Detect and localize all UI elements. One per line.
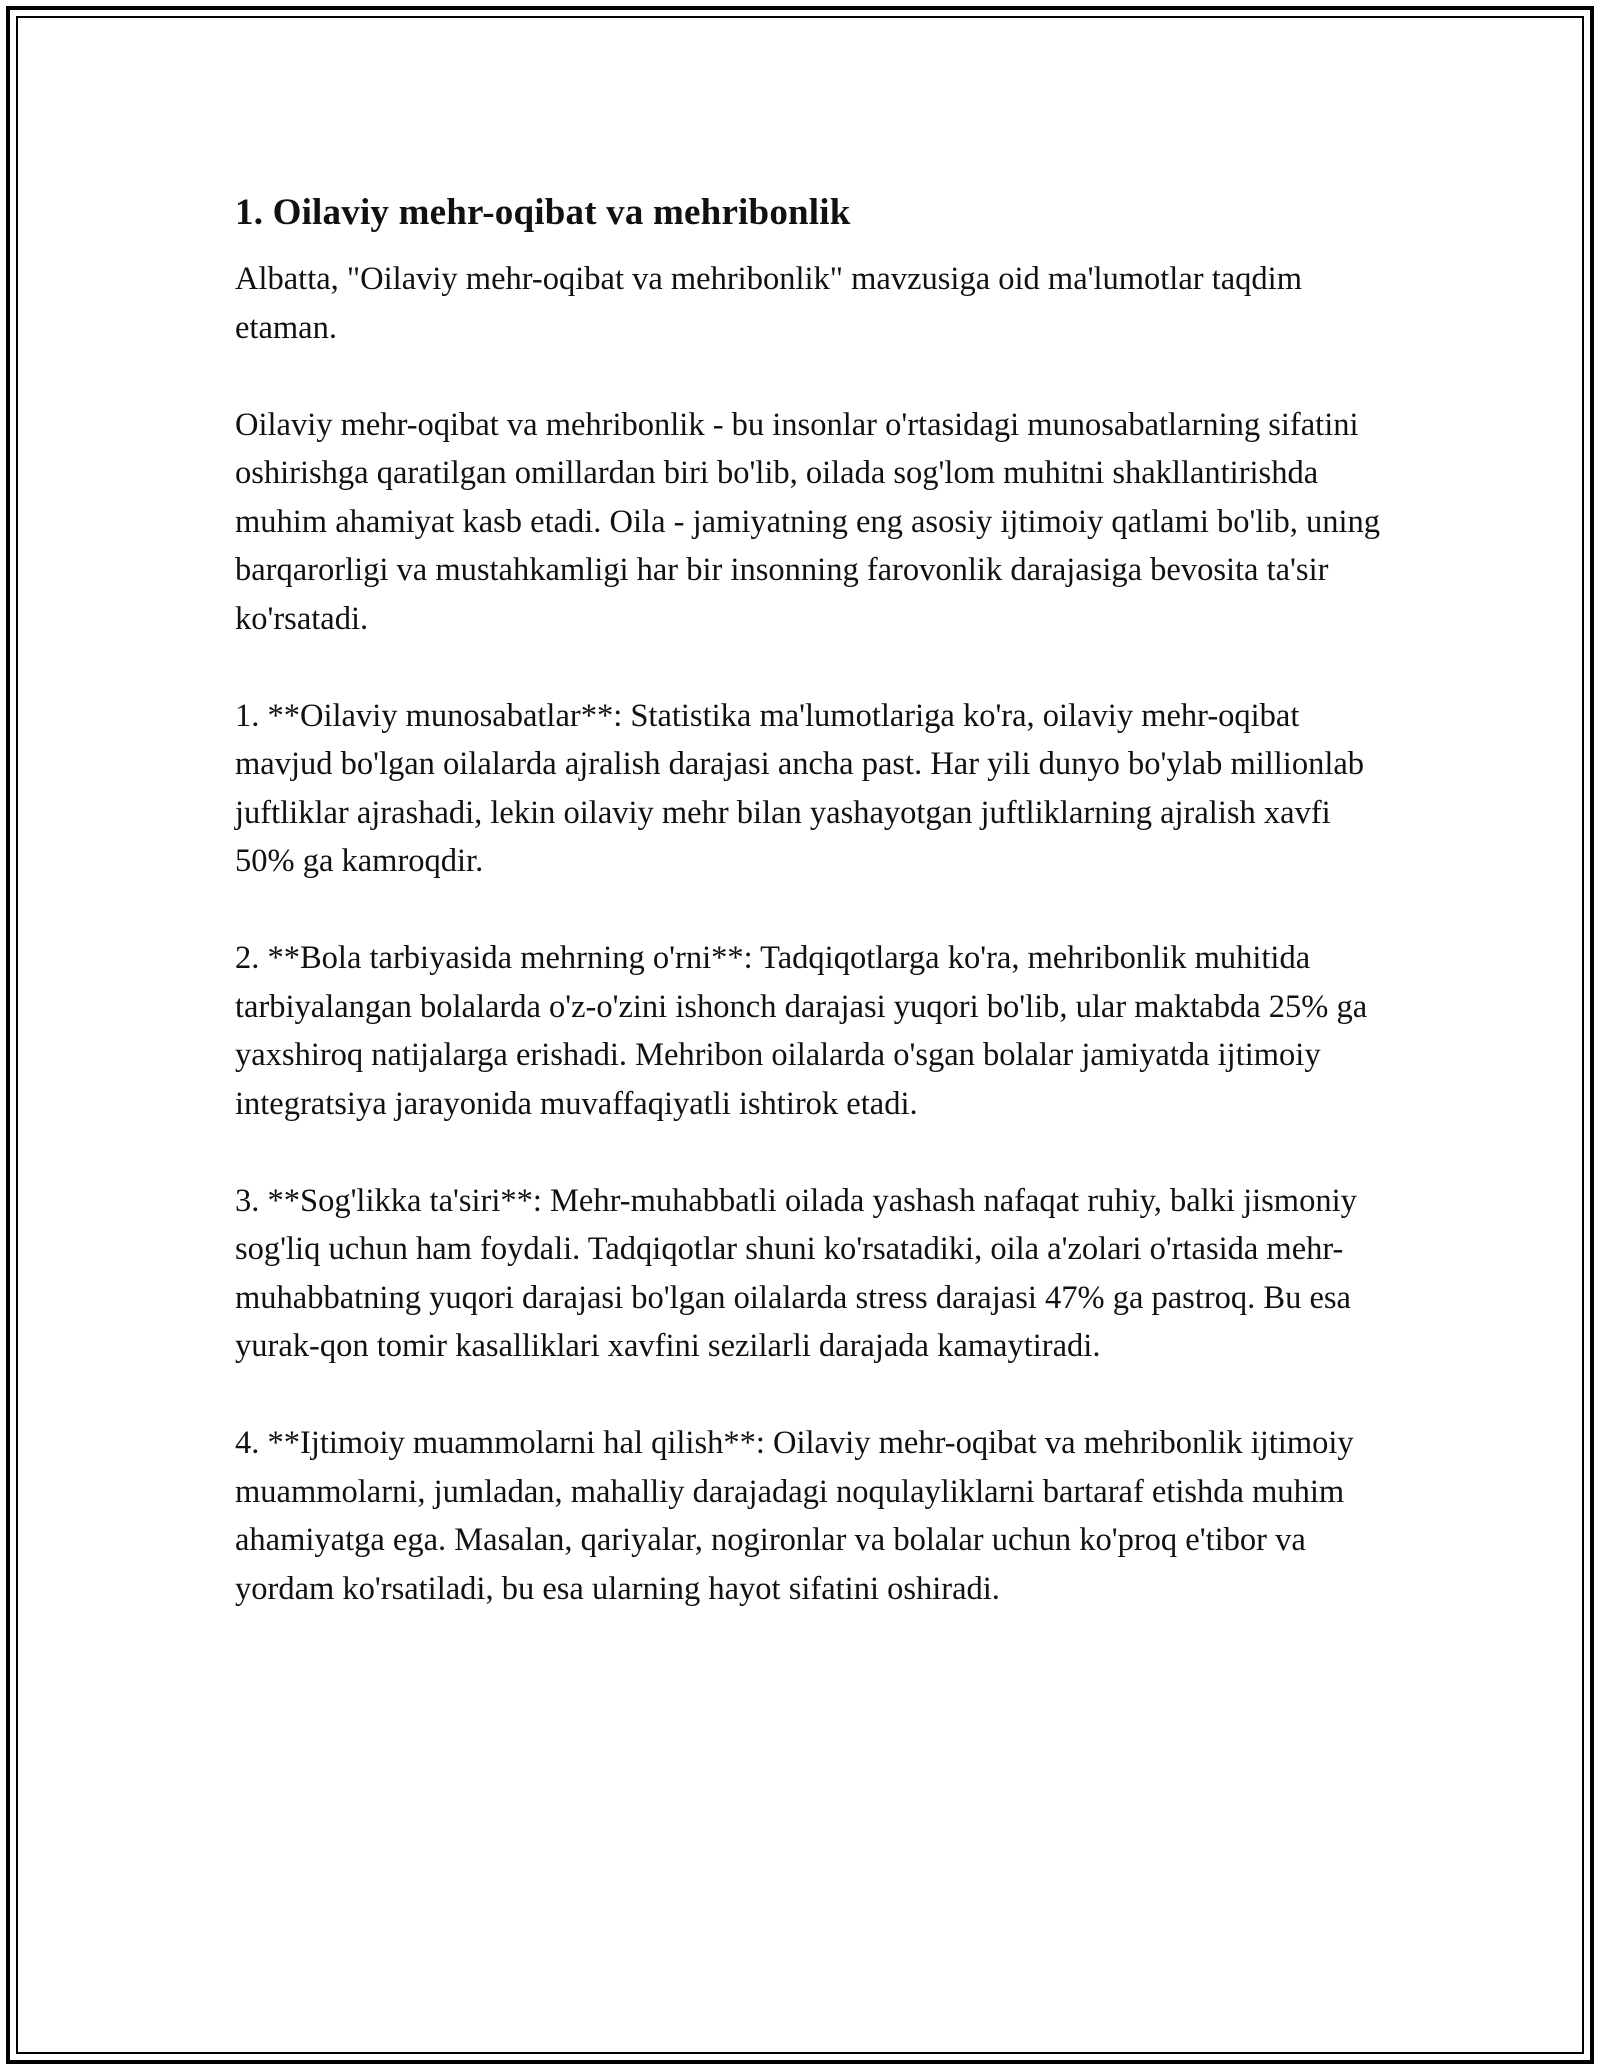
point-family-relations: 1. **Oilaviy munosabatlar**: Statistika ma'lumotlariga ko'ra, oilaviy mehr-oqibat mavjud bo'lgan oilalarda ajralish darajasi ancha past. Har yili dunyo bo'ylab millionlab juftliklar ajrashadi, lekin oilaviy mehr bilan yashayotgan juftliklarning ajralish xavfi 50% ga kamroqdir. xyxy=(235,697,1365,879)
document-body xyxy=(235,184,1385,1662)
point-social-problems: 4. **Ijtimoiy muammolarni hal qilish**: Oilaviy mehr-oqibat va mehribonlik ijtimoiy muammolarni, jumladan, mahalliy darajadagi noqulayliklarni bartaraf etishda muhim ahamiyatga ega. Masalan, qariyalar, nogironlar va bolalar uchun ko'proq e'tibor va yordam ko'rsatiladi, bu esa ularning hayot sifatini oshiradi. xyxy=(235,1425,1354,1607)
intro-paragraph: Albatta, "Oilaviy mehr-oqibat va mehribonlik" mavzusiga oid ma'lumotlar taqdim etaman. xyxy=(235,261,1302,346)
point-child-upbringing: 2. **Bola tarbiyasida mehrning o'rni**: Tadqiqotlarga ko'ra, mehribonlik muhitida tarbiyalangan bolalarda o'z-o'zini ishonch darajasi yuqori bo'lib, ular maktabda 25% ga yaxshiroq natijalarga erishadi. Mehribon oilalarda o'sgan bolalar jamiyatda ijtimoiy integratsiya jarayonida muvaffaqiyatli ishtirok etadi. xyxy=(235,940,1368,1122)
point-health-impact: 3. **Sog'likka ta'siri**: Mehr-muhabbatli oilada yashash nafaqat ruhiy, balki jismoniy sog'liq uchun ham foydali. Tadqiqotlar shuni ko'rsatadiki, oila a'zolari o'rtasida mehr-muhabbatning yuqori darajasi bo'lgan oilalarda stress darajasi 47% ga pastroq. Bu esa yurak-qon tomir kasalliklari xavfini sezilarli darajada kamaytiradi. xyxy=(235,1182,1357,1364)
document-title: 1. Oilaviy mehr-oqibat va mehribonlik xyxy=(235,192,851,233)
definition-paragraph: Oilaviy mehr-oqibat va mehribonlik - bu insonlar o'rtasidagi munosabatlarning sifatini oshirishga qaratilgan omillardan biri bo'lib, oilada sog'lom muhitni shakllantirishda muhim ahamiyat kasb etadi. Oila - jamiyatning eng asosiy ijtimoiy qatlami bo'lib, uning barqarorligi va mustahkamligi har bir insonning farovonlik darajasiga bevosita ta'sir ko'rsatadi. xyxy=(235,406,1380,637)
